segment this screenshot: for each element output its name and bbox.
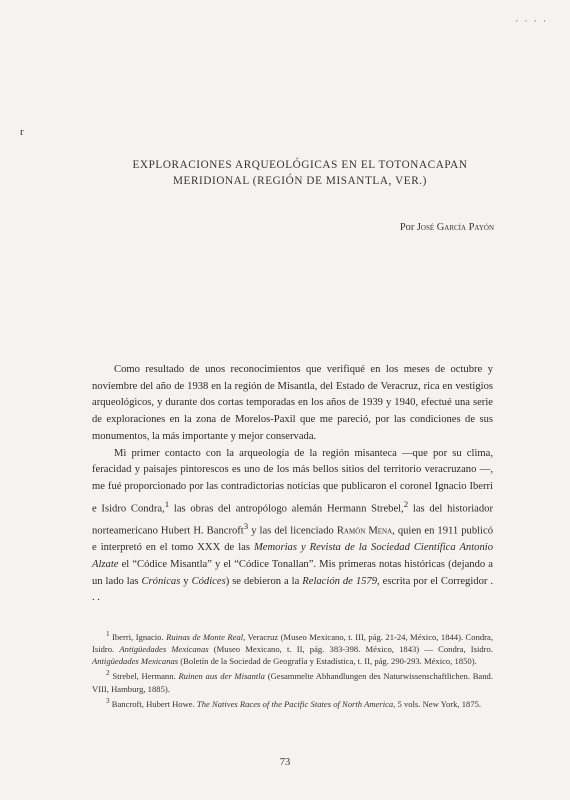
publication-title: Memorias y Revista de la Sociedad Científica Antonio Alzate (92, 542, 493, 570)
footnote-text: Iberri, Ignacio. (109, 631, 167, 642)
author-name: José García Payón (416, 222, 494, 233)
paragraph-1: Como resultado de unos reconocimientos que verifiqué en los meses de octubre y noviembre del año de 1938 en la región de Misantla, del Estado de Veracruz, rica en vestigios arqueológicos, y durante dos cortas temporadas en los años de 1939 y 1940, efectué una serie de exploraciones en la zona de Morelos-Paxil que me pareció, por las condiciones de sus monumentos, la más importante y mejor conservada. (92, 364, 493, 442)
title-line-1: EXPLORACIONES ARQUEOLÓGICAS EN EL TOTONACAPAN (132, 159, 468, 171)
p2-text: y las del licenciado (248, 525, 337, 537)
footnote-text: , 5 vols. New York, 1875. (393, 698, 482, 709)
footnote-ref-3: 3 (243, 520, 249, 531)
footnote-text: Strebel, Hermann. (109, 671, 179, 682)
footnote-mark: 2 (106, 669, 110, 678)
footnote-2 (92, 667, 493, 694)
person-name: Ramón Mena (336, 525, 393, 537)
footnote-3 (92, 695, 493, 710)
footnote-text: , Veracruz (Museo Mexicano, t. III, pág. 21-24, México, 1844). Condra, Isidro. (92, 631, 494, 655)
p2-text: , quien en 1911 publicó e interpretó en el tomo XXX de las (92, 525, 493, 554)
italic-term: Relación de 1579 (302, 575, 378, 587)
p2-text: y (180, 575, 192, 587)
footnote-mark: 1 (106, 630, 110, 638)
author-line (400, 222, 494, 233)
p2-text: ) se debieron a la (225, 575, 303, 587)
article-title (100, 158, 500, 190)
footnote-text: Bancroft, Hubert Howe. (109, 698, 197, 709)
footnote-title: The Natives Races of the Pacific States of North America (196, 698, 394, 709)
footnote-text: (Boletín de la Sociedad de Geografía y Estadística, t. II, pág. 290-293. México, 1850). (178, 656, 477, 667)
body-text (92, 362, 493, 607)
p2-text: las del historiador norteamericano Hubert H. Bancroft (92, 503, 493, 537)
footnote-ref-2: 2 (403, 498, 409, 509)
footnote-ref-1: 1 (164, 498, 170, 509)
italic-term: Crónicas (141, 575, 181, 587)
corner-mark: · · · · (515, 16, 548, 26)
p2-text: las obras del antropólogo alemán Hermann Strebel, (169, 503, 404, 515)
footnote-title: Antigüedades Mexicanas (92, 656, 179, 667)
italic-term: Códices (191, 575, 226, 587)
footnote-text: (Gesammelte Abhandlungen des Naturwissenschaftlichen. Band. VIII, Hamburg, 1885). (92, 671, 493, 694)
footnote-title: Ruinen aus der Misantla (178, 671, 265, 682)
footnote-title: Antigüedades Mexicanas (119, 644, 209, 655)
p2-text: , escrita por el Corregidor . . . (92, 575, 494, 604)
title-line-2: MERIDIONAL (REGIÓN DE MISANTLA, VER.) (172, 174, 427, 187)
footnote-1 (92, 628, 493, 667)
footnote-text: (Museo Mexicano, t. II, pág. 383-398. México, 1843) — Condra, Isidro. (208, 644, 493, 655)
margin-mark: r (20, 126, 24, 138)
paragraph-2 (92, 446, 493, 607)
footnotes (92, 628, 493, 710)
p2-text: Mi primer contacto con la arqueología de la región misanteca —que por su clima, feracidad y paisajes pintorescos es uno de los más bellos sitios del territorio veracruzano —, me fué proporcionado por las contradictorias noticias que publicaron el coronel Ignacio Iberri e Isidro Condra, (92, 447, 493, 515)
page-number: 73 (279, 757, 291, 768)
footnote-mark: 3 (106, 696, 110, 705)
footnote-title: Ruinas de Monte Real (166, 631, 244, 642)
author-prefix: Por (399, 222, 417, 233)
p2-text: el “Códice Misantla” y el “Códice Tonallan”. Mis primeras notas históricas (dejando a un lado las (92, 558, 493, 587)
